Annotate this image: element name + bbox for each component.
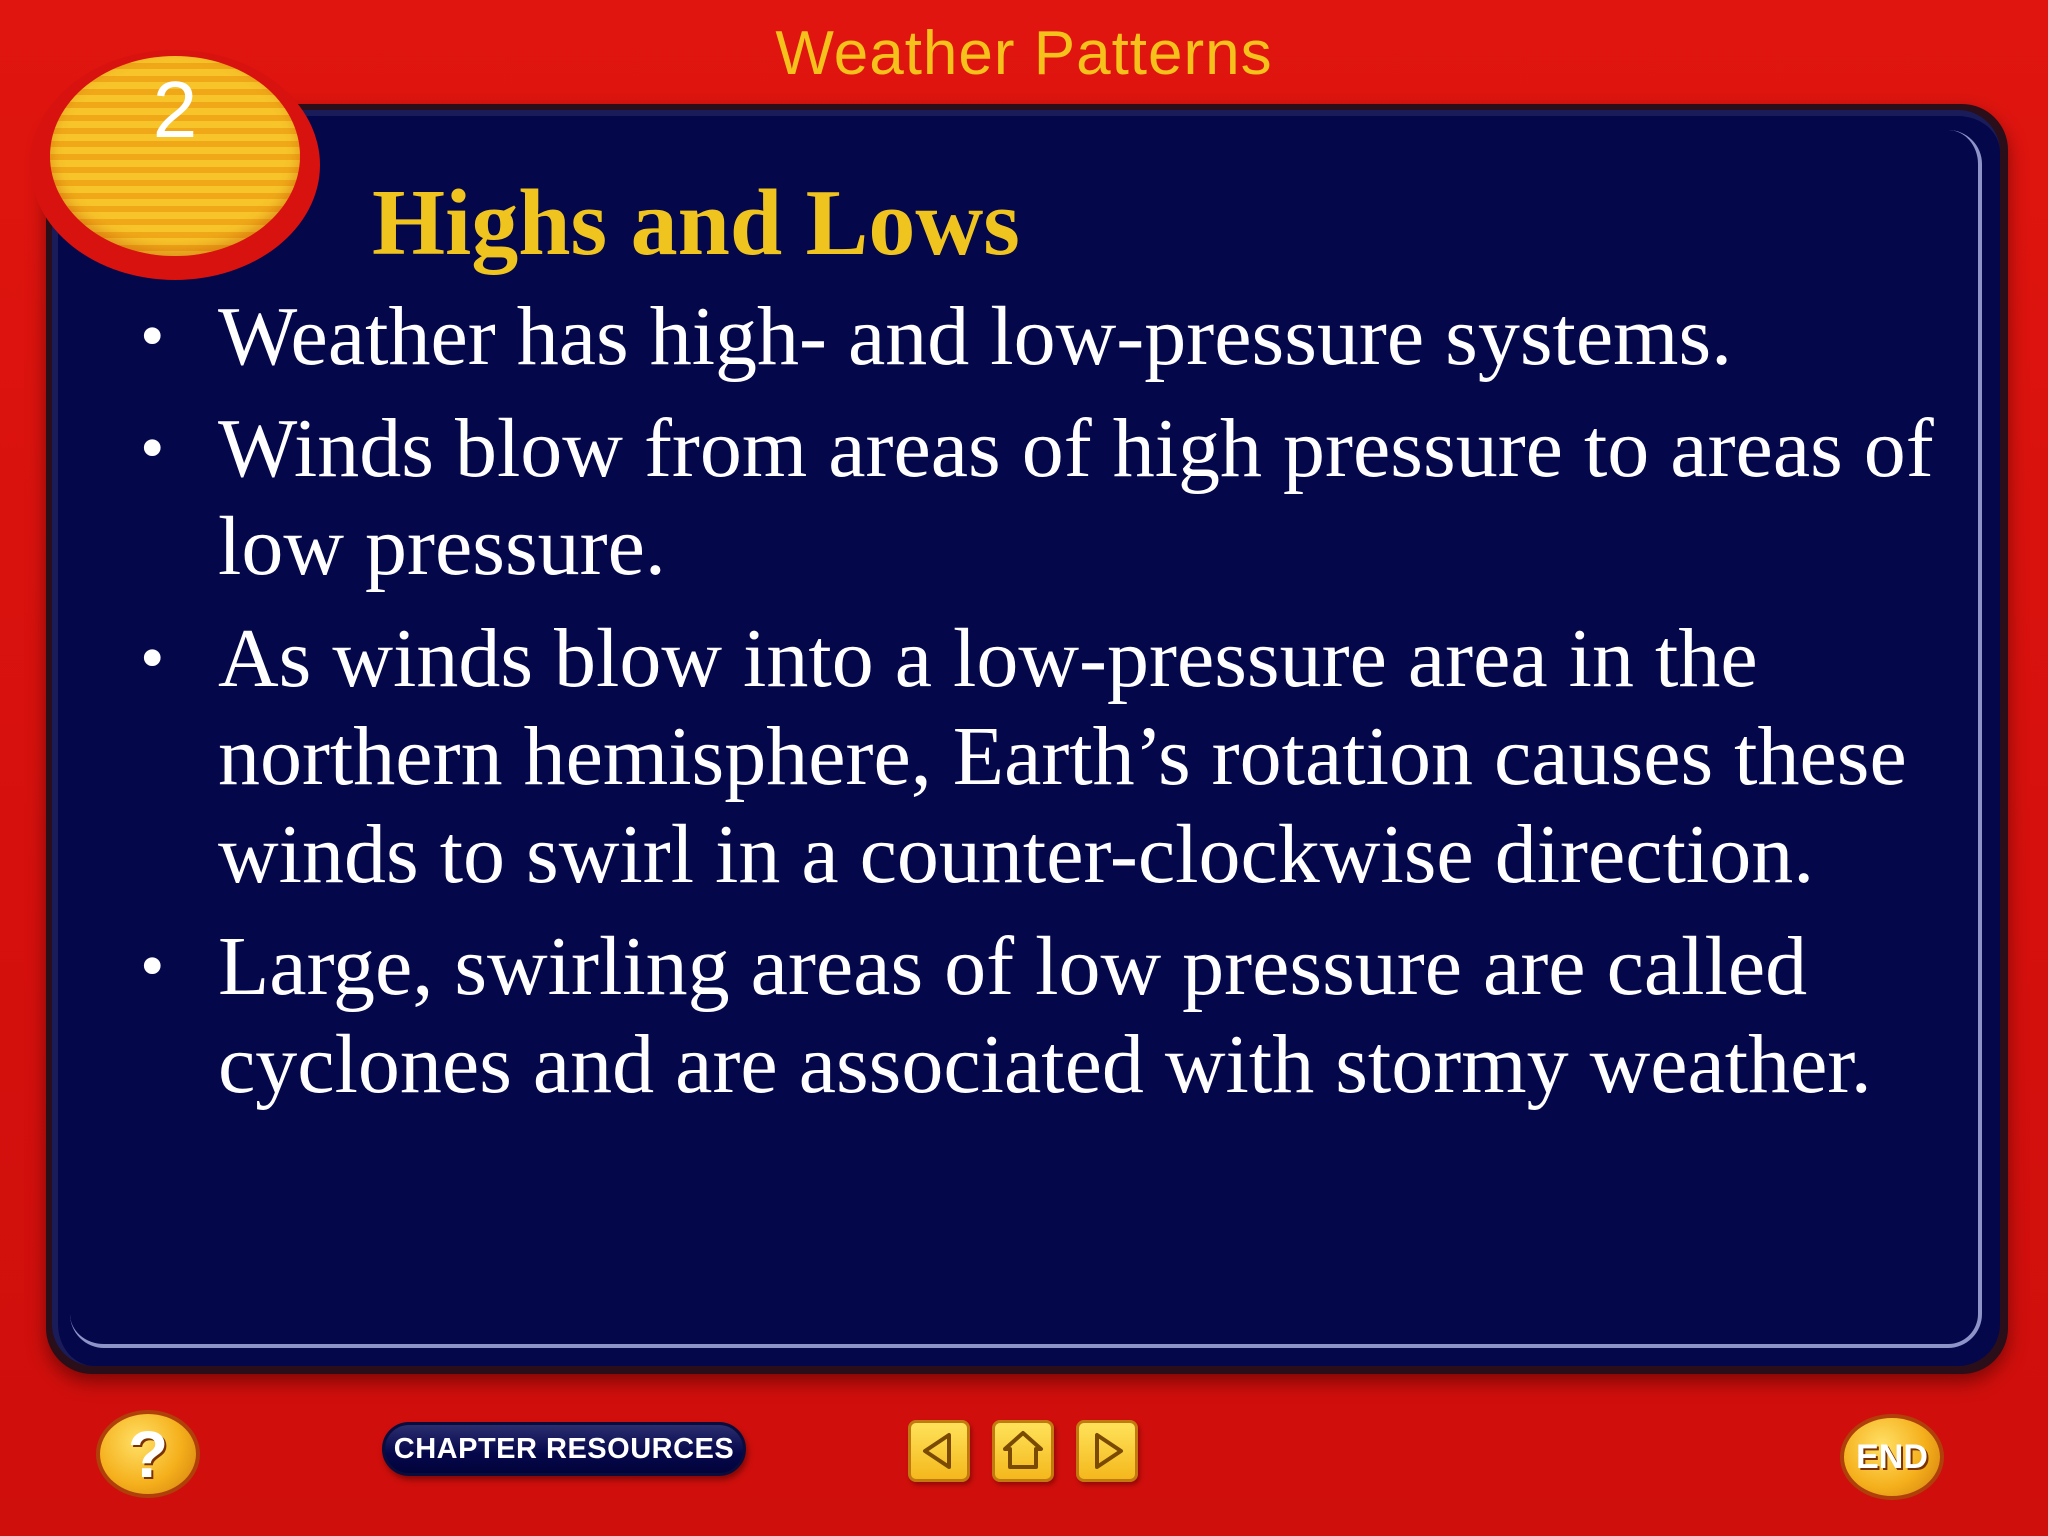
bullet-text: As winds blow into a low-pressure area in the northern hemisphere, Earth’s rotation causes these winds to swirl in a counter-clockwise direction. — [218, 612, 1907, 901]
slide-heading: Highs and Lows — [372, 171, 1020, 275]
bullet-item — [140, 610, 1960, 904]
bullet-dot: • — [140, 410, 165, 487]
topic-title: Weather Patterns — [775, 19, 1273, 88]
home-icon — [995, 1423, 1051, 1479]
previous-button[interactable] — [908, 1420, 970, 1482]
previous-icon — [911, 1423, 967, 1479]
chapter-resources-button[interactable]: CHAPTER RESOURCES — [382, 1422, 746, 1476]
bullet-dot: • — [140, 928, 165, 1005]
bullet-item — [140, 288, 1960, 386]
bullet-item — [140, 918, 1960, 1114]
bullet-item — [140, 400, 1960, 596]
help-button[interactable]: ? — [96, 1410, 200, 1498]
bullet-text: Weather has high- and low-pressure systems. — [218, 290, 1733, 383]
bullet-text: Large, swirling areas of low pressure are called cyclones and are associated with stormy weather. — [218, 920, 1872, 1111]
next-button[interactable] — [1076, 1420, 1138, 1482]
bullet-text: Winds blow from areas of high pressure to areas of low pressure. — [218, 402, 1934, 593]
bullet-dot: • — [140, 298, 165, 375]
section-number: 2 — [152, 65, 198, 154]
home-button[interactable] — [992, 1420, 1054, 1482]
next-icon — [1079, 1423, 1135, 1479]
end-button[interactable]: END — [1840, 1414, 1944, 1500]
bullet-list — [140, 288, 1960, 1128]
bullet-dot: • — [140, 620, 165, 697]
